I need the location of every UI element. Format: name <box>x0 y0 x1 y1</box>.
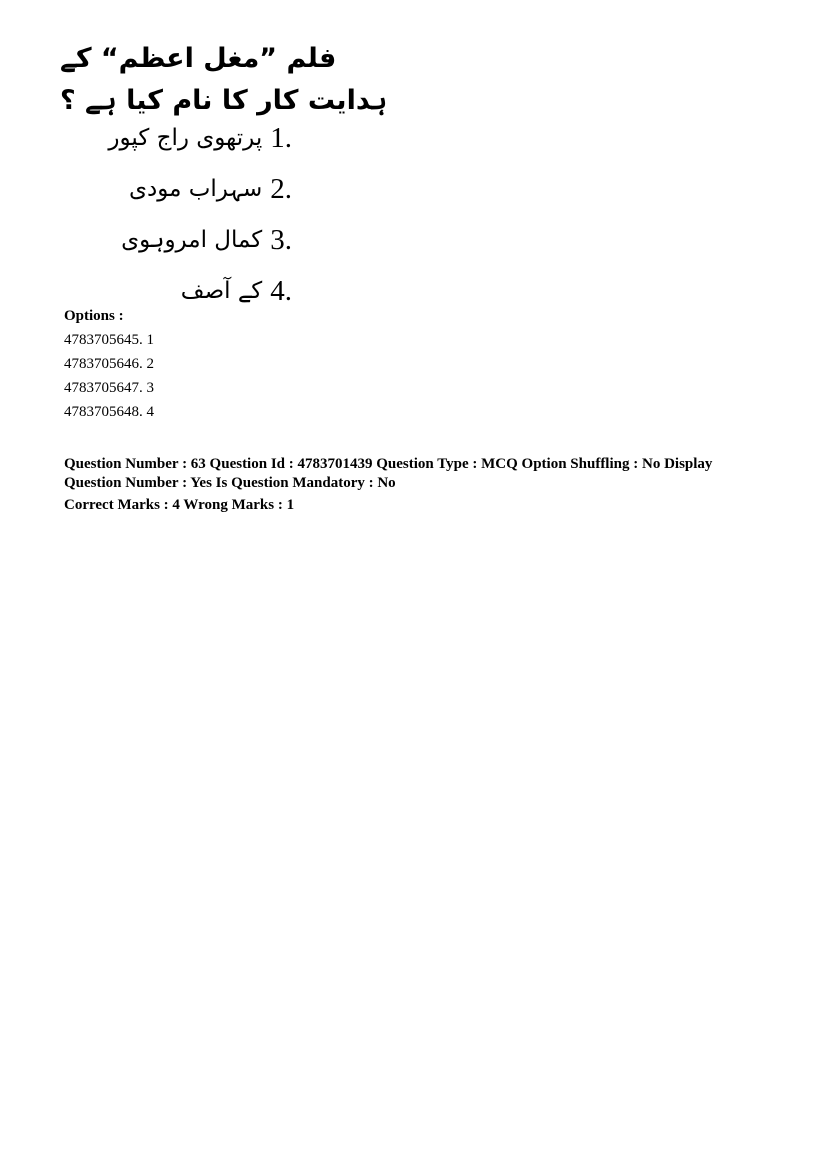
option-3: 4783705647. 3 <box>64 380 154 396</box>
choice-3-number: 3. <box>270 223 292 256</box>
choice-4-number: 4. <box>270 274 292 307</box>
options-label: Options : <box>64 308 124 324</box>
choice-2-number: 2. <box>270 172 292 205</box>
option-1: 4783705645. 1 <box>64 332 154 348</box>
choice-3 <box>121 219 292 261</box>
options-list <box>64 306 154 424</box>
choice-2-text: سہراب مودی <box>129 176 263 202</box>
meta-line-2: Question Number : Yes Is Question Mandatory : No <box>64 475 396 491</box>
marks-line: Correct Marks : 4 Wrong Marks : 1 <box>64 497 295 513</box>
choice-4-text: کے آصف <box>180 278 263 304</box>
choice-1 <box>108 117 292 159</box>
choice-1-number: 1. <box>270 121 292 154</box>
choice-4 <box>130 270 292 312</box>
option-4: 4783705648. 4 <box>64 404 154 420</box>
choice-2 <box>130 168 292 210</box>
choice-1-text: پرتھوی راج کپور <box>108 125 263 151</box>
option-2: 4783705646. 2 <box>64 356 154 372</box>
choice-3-text: کمال امروہوی <box>121 227 263 253</box>
meta-line-1: Question Number : 63 Question Id : 4783701439 Question Type : MCQ Option Shuffling : No Display <box>64 456 713 472</box>
question-text: فلم ”مغل اعظم“ کے ہدایت کار کا نام کیا ہے ؟ <box>60 43 388 116</box>
question-meta <box>64 455 784 515</box>
